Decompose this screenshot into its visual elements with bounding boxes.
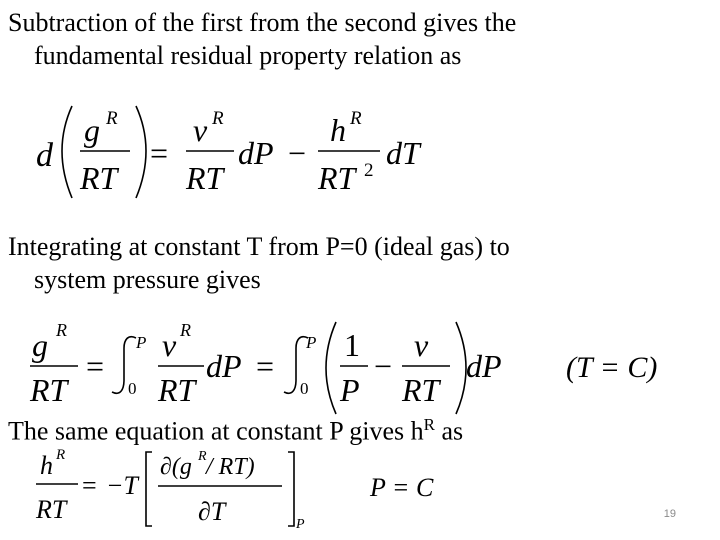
eq-lower-limit: 0 (300, 379, 309, 398)
eq-dt: dT (386, 135, 420, 171)
eq-condition-t-const: (T = C) (566, 351, 658, 384)
eq-v: v (414, 327, 429, 363)
eq-superscript-r: R (198, 449, 207, 464)
eq-p: P (340, 372, 360, 408)
eq-dp: dP (206, 348, 242, 384)
eq-equals: = (82, 471, 97, 500)
eq-equals: = (150, 135, 169, 171)
left-bracket (146, 452, 152, 526)
eq-superscript-r: R (56, 320, 67, 340)
eq-minus: − (374, 348, 393, 384)
eq-lower-limit: 0 (128, 379, 137, 398)
eq-minus: − (288, 135, 307, 171)
paragraph-line: fundamental residual property relation as (34, 41, 462, 70)
eq-partial-denominator: ∂T (198, 497, 226, 526)
eq-dp: dP (466, 348, 502, 384)
eq-rt: RT (318, 160, 356, 196)
eq-g: g (32, 327, 48, 363)
eq-superscript-r: R (180, 320, 191, 340)
paragraph-line: system pressure gives (34, 265, 261, 294)
eq-one: 1 (344, 327, 360, 363)
eq-rt: RT (80, 160, 118, 196)
eq-rt: RT (30, 372, 68, 408)
superscript-r: R (423, 415, 436, 434)
paragraph-line: Integrating at constant T from P=0 (ideal gas) to (8, 232, 510, 261)
eq-d: d (36, 137, 53, 174)
eq-rt: RT (36, 495, 67, 524)
paragraph-line: Subtraction of the first from the second gives the (8, 8, 517, 37)
eq-equals: = (86, 348, 105, 384)
eq-rt: RT (158, 372, 196, 408)
paragraph-text: The same equation at constant P gives h (8, 416, 424, 446)
eq-superscript-r: R (106, 108, 118, 129)
paragraph-text: as (435, 416, 464, 446)
eq-superscript-r: R (56, 447, 66, 463)
eq-partial-slash-rt: / RT) (206, 454, 255, 480)
eq-v: v (162, 327, 177, 363)
eq-condition-p-const: P = C (370, 473, 434, 502)
eq-h: h (330, 112, 346, 148)
eq-h: h (40, 451, 53, 480)
right-bracket (288, 452, 294, 526)
eq-v: v (193, 112, 208, 148)
eq-exponent-2: 2 (364, 160, 374, 181)
eq-superscript-r: R (212, 108, 224, 129)
eq-subscript-p: P (296, 517, 305, 532)
eq-partial-numerator: ∂(g (160, 454, 192, 480)
eq-rt: RT (186, 160, 224, 196)
eq-g: g (84, 112, 100, 148)
eq-equals: = (256, 348, 275, 384)
eq-superscript-r: R (350, 108, 362, 129)
eq-minus-t: −T (106, 471, 139, 500)
eq-rt: RT (402, 372, 440, 408)
page-number: 19 (663, 508, 676, 520)
eq-upper-limit: P (306, 333, 317, 352)
eq-dp: dP (238, 135, 274, 171)
eq-upper-limit: P (136, 333, 147, 352)
